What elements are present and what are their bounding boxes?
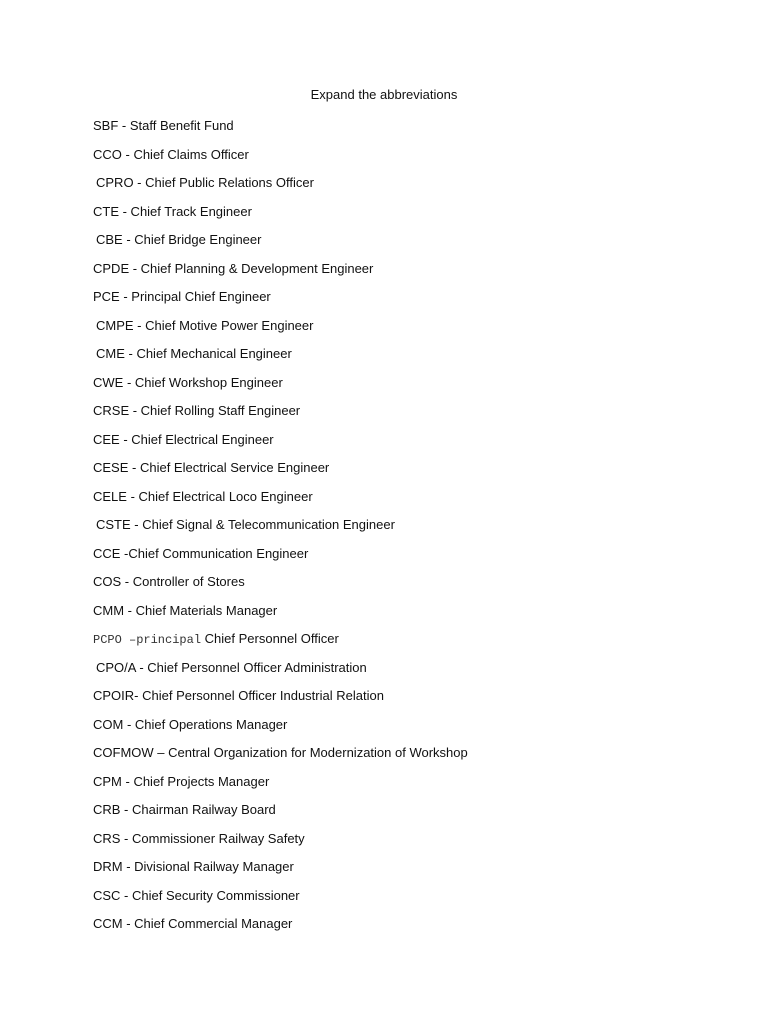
abbreviation-text: CWE - Chief Workshop Engineer <box>93 374 283 390</box>
abbreviation-text: CME - Chief Mechanical Engineer <box>96 346 292 361</box>
abbreviation-text: CBE - Chief Bridge Engineer <box>96 232 262 247</box>
abbreviation-text: CRB - Chairman Railway Board <box>93 802 276 817</box>
abbreviation-item <box>93 373 468 402</box>
abbreviation-item <box>93 857 468 886</box>
abbreviation-item <box>93 287 468 316</box>
abbreviation-item <box>93 658 468 687</box>
abbreviation-item <box>93 886 468 915</box>
abbreviation-text: CPM - Chief Projects Manager <box>93 773 270 789</box>
abbreviation-item <box>93 401 468 430</box>
abbreviation-item <box>93 430 468 459</box>
abbreviation-item <box>93 230 468 259</box>
abbreviation-text: CCE -Chief Communication Engineer <box>93 545 309 561</box>
abbreviation-list <box>93 116 468 943</box>
abbreviation-text: CEE - Chief Electrical Engineer <box>93 431 274 447</box>
abbreviation-item <box>93 487 468 516</box>
abbreviation-text: CSTE - Chief Signal & Telecommunication Engineer <box>96 517 395 532</box>
abbreviation-text: CPOIR- Chief Personnel Officer Industrial Relation <box>93 688 384 703</box>
abbreviation-text: CESE - Chief Electrical Service Engineer <box>93 460 330 475</box>
abbreviation-item <box>93 601 468 630</box>
abbreviation-text: CELE - Chief Electrical Loco Engineer <box>93 488 313 504</box>
abbreviation-item <box>93 743 468 772</box>
abbreviation-text: CMPE - Chief Motive Power Engineer <box>96 317 314 333</box>
abbreviation-text: DRM - Divisional Railway Manager <box>93 859 294 874</box>
abbreviation-text: PCE - Principal Chief Engineer <box>93 289 271 304</box>
abbreviation-text: CCM - Chief Commercial Manager <box>93 916 293 931</box>
abbreviation-text: CRSE - Chief Rolling Staff Engineer <box>93 403 301 418</box>
abbreviation-text: CMM - Chief Materials Manager <box>93 602 278 618</box>
document-title: Expand the abbreviations <box>310 87 458 102</box>
abbreviation-text: CSC - Chief Security Commissioner <box>93 887 300 903</box>
abbreviation-text: Chief Personnel Officer <box>201 631 339 646</box>
abbreviation-item <box>93 800 468 829</box>
abbreviation-text: SBF - Staff Benefit Fund <box>93 118 234 133</box>
abbreviation-item <box>93 914 468 943</box>
abbreviation-text: CCO - Chief Claims Officer <box>93 146 249 162</box>
abbreviation-text: CPO/A - Chief Personnel Officer Administration <box>96 659 367 675</box>
abbreviation-text: CPRO - Chief Public Relations Officer <box>96 175 314 190</box>
abbreviation-item <box>93 116 468 145</box>
abbreviation-item <box>93 259 468 288</box>
abbreviation-text: COS - Controller of Stores <box>93 574 245 589</box>
abbreviation-item <box>93 202 468 231</box>
abbreviation-item <box>93 572 468 601</box>
abbreviation-item <box>93 686 468 715</box>
abbreviation-item <box>93 458 468 487</box>
abbreviation-item <box>93 344 468 373</box>
abbreviation-item <box>93 316 468 345</box>
abbreviation-item <box>93 772 468 801</box>
abbreviation-text: CTE - Chief Track Engineer <box>93 203 252 219</box>
abbreviation-item <box>93 544 468 573</box>
abbreviation-text: CRS - Commissioner Railway Safety <box>93 830 305 846</box>
abbreviation-item <box>93 629 468 658</box>
abbreviation-text: COM - Chief Operations Manager <box>93 716 288 732</box>
abbreviation-code-mono: PCPO –principal <box>93 633 202 647</box>
abbreviation-item <box>93 829 468 858</box>
abbreviation-text: COFMOW – Central Organization for Modernization of Workshop <box>93 745 468 760</box>
abbreviation-item <box>93 715 468 744</box>
abbreviation-item <box>93 515 468 544</box>
abbreviation-item <box>93 173 468 202</box>
abbreviation-text: CPDE - Chief Planning & Development Engineer <box>93 260 374 276</box>
abbreviation-item <box>93 145 468 174</box>
